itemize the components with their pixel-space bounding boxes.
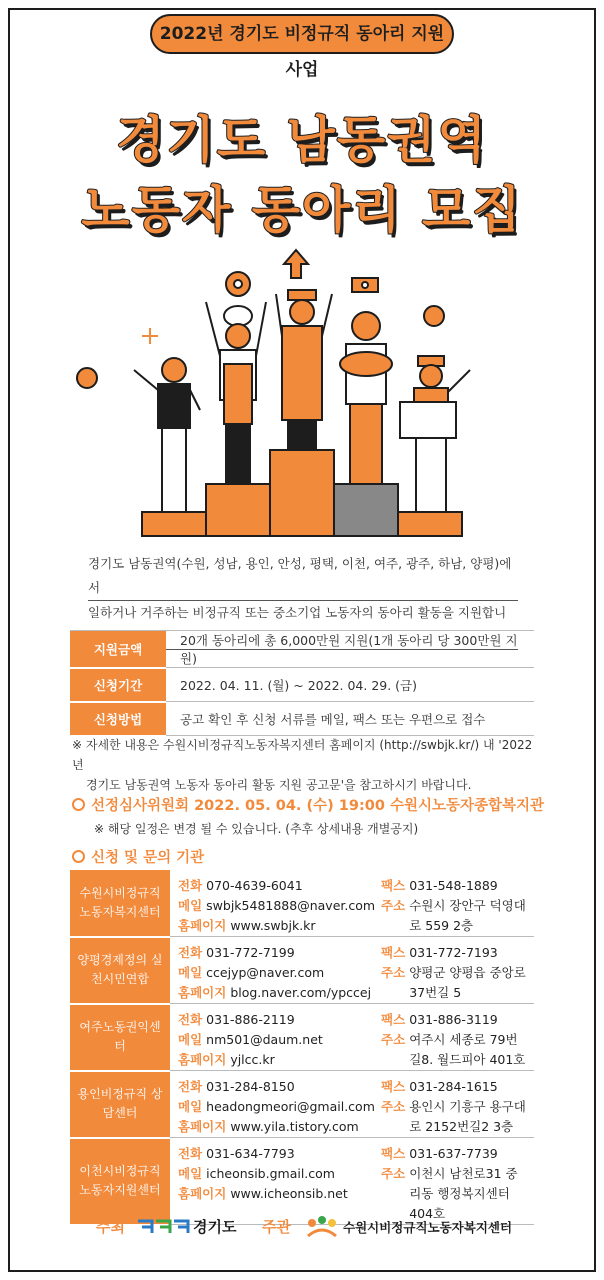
title-line-1: 경기도 남동권역 — [116, 111, 488, 169]
host-label: 주최 — [96, 1218, 125, 1236]
deco-circle-left — [77, 368, 97, 388]
info-value: 2022. 04. 11. (월) ~ 2022. 04. 29. (금) — [166, 668, 534, 702]
org-phone: 031-886-2119 — [206, 1012, 295, 1027]
mail-label: 메일 — [178, 1166, 203, 1181]
contacts-heading-text: 신청 및 문의 기관 — [91, 850, 205, 866]
info-key: 지원금액 — [70, 631, 166, 668]
circle-bullet-icon — [72, 850, 85, 863]
review-heading — [72, 794, 544, 815]
org-mail[interactable]: ccejyp@naver.com — [206, 965, 325, 980]
table-row — [70, 937, 534, 1004]
intro-line-2: 일하거나 거주하는 비정규직 또는 중소기업 노동자의 동아리 활동을 지원합니 — [88, 601, 518, 650]
note-line-1: ※ 자세한 내용은 수원시비정규직노동자복지센터 홈페이지 (http://swbjk.kr/) 내 '2022년 — [72, 738, 533, 772]
deco-circle-right — [424, 306, 444, 326]
mail-label: 메일 — [178, 898, 203, 913]
org-mail[interactable]: nm501@daum.net — [206, 1032, 323, 1047]
org-phone: 070-4639-6041 — [206, 878, 303, 893]
addr-label: 주소 — [381, 1099, 406, 1114]
info-value: 공고 확인 후 신청 서류를 메일, 팩스 또는 우편으로 접수 — [166, 702, 534, 736]
review-heading-text: 선정심사위원회 2022. 05. 04. (수) 19:00 수원시노동자종합복지관 — [91, 798, 545, 814]
home-label: 홈페이지 — [178, 1052, 227, 1067]
table-row — [70, 702, 534, 736]
org-homepage[interactable]: yjlcc.kr — [230, 1052, 275, 1067]
org-fax: 031-772-7193 — [409, 945, 498, 960]
fax-label: 팩스 — [381, 945, 406, 960]
org-fax: 031-548-1889 — [409, 878, 498, 893]
org-name: 여주노동권익센터 — [70, 1004, 170, 1071]
org-address: 여주시 세종로 79번길8. 월드피아 401호 — [409, 1032, 526, 1067]
fax-label: 팩스 — [381, 1146, 406, 1161]
info-key: 신청기간 — [70, 668, 166, 702]
addr-label: 주소 — [381, 1166, 406, 1181]
mail-label: 메일 — [178, 1099, 203, 1114]
reference-note — [72, 735, 542, 795]
org-address: 이천시 남천로31 중리동 행정복지센터 404호 — [409, 1166, 518, 1221]
gyeonggi-logo-icon — [136, 1218, 190, 1236]
addr-label: 주소 — [381, 1032, 406, 1047]
review-sub: ※ 해당 일정은 변경 될 수 있습니다. (추후 상세내용 개별공지) — [94, 822, 419, 836]
org-homepage[interactable]: blog.naver.com/ypccej — [230, 985, 372, 1000]
program-pill: 2022년 경기도 비정규직 동아리 지원사업 — [150, 14, 454, 54]
fax-label: 팩스 — [381, 878, 406, 893]
contacts-table — [70, 870, 534, 1226]
org-label: 주관 — [262, 1218, 291, 1236]
title-line-2: 노동자 동아리 모집 — [81, 181, 523, 239]
info-table — [70, 630, 534, 737]
addr-label: 주소 — [381, 965, 406, 980]
phone-label: 전화 — [178, 1146, 203, 1161]
arrow-up-icon — [284, 250, 308, 278]
circle-bullet-icon — [72, 798, 85, 811]
mail-label: 메일 — [178, 965, 203, 980]
note-line-2: 경기도 남동권역 노동자 동아리 활동 지원 공고문'을 참고하시기 바랍니다. — [86, 778, 472, 792]
org-fax: 031-886-3119 — [409, 1012, 498, 1027]
org-phone: 031-284-8150 — [206, 1079, 295, 1094]
home-label: 홈페이지 — [178, 985, 227, 1000]
org-address: 양평군 양평읍 중앙로 37번길 5 — [409, 965, 526, 1000]
org-mail[interactable]: swbjk5481888@naver.com — [206, 898, 376, 913]
mail-label: 메일 — [178, 1032, 203, 1047]
table-row — [70, 631, 534, 668]
fax-label: 팩스 — [381, 1079, 406, 1094]
info-value: 20개 동아리에 총 6,000만원 지원(1개 동아리 당 300만원 지원) — [166, 631, 534, 668]
org-homepage[interactable]: www.icheonsib.net — [230, 1186, 348, 1201]
phone-label: 전화 — [178, 878, 203, 893]
table-row — [70, 1071, 534, 1138]
org-fax: 031-284-1615 — [409, 1079, 498, 1094]
org-name: 수원시비정규직 노동자복지센터 — [70, 870, 170, 937]
org-homepage[interactable]: www.yila.tistory.com — [230, 1119, 359, 1134]
org-name: 양평경제정의 실천시민연합 — [70, 937, 170, 1004]
intro-line-1: 경기도 남동권역(수원, 성남, 용인, 안성, 평택, 이천, 여주, 광주, 하남, 양평)에서 — [88, 552, 518, 601]
host-name: 경기도 — [193, 1218, 237, 1236]
contacts-heading — [72, 846, 204, 867]
info-key: 신청방법 — [70, 702, 166, 736]
org-address: 수원시 장안구 덕영대로 559 2층 — [409, 898, 526, 933]
org-name: 이천시비정규직 노동자지원센터 — [70, 1138, 170, 1225]
table-row — [70, 1004, 534, 1071]
addr-label: 주소 — [381, 898, 406, 913]
org-homepage[interactable]: www.swbjk.kr — [230, 918, 316, 933]
org-mail[interactable]: icheonsib.gmail.com — [206, 1166, 335, 1181]
org-fax: 031-637-7739 — [409, 1146, 498, 1161]
org-mail[interactable]: headongmeori@gmail.com — [206, 1099, 375, 1114]
fax-label: 팩스 — [381, 1012, 406, 1027]
phone-label: 전화 — [178, 1012, 203, 1027]
table-row — [70, 668, 534, 702]
home-label: 홈페이지 — [178, 918, 227, 933]
org-address: 용인시 기흥구 용구대로 2152번길2 3층 — [409, 1099, 526, 1134]
phone-label: 전화 — [178, 945, 203, 960]
org-phone: 031-772-7199 — [206, 945, 295, 960]
footer — [0, 1210, 604, 1240]
org-phone: 031-634-7793 — [206, 1146, 295, 1161]
home-label: 홈페이지 — [178, 1119, 227, 1134]
table-row — [70, 870, 534, 937]
center-logo-icon — [304, 1214, 340, 1238]
home-label: 홈페이지 — [178, 1186, 227, 1201]
phone-label: 전화 — [178, 1079, 203, 1094]
org-name: 수원시비정규직노동자복지센터 — [343, 1220, 513, 1235]
org-name: 용인비정규직 상담센터 — [70, 1071, 170, 1138]
workers-illustration — [60, 240, 544, 540]
